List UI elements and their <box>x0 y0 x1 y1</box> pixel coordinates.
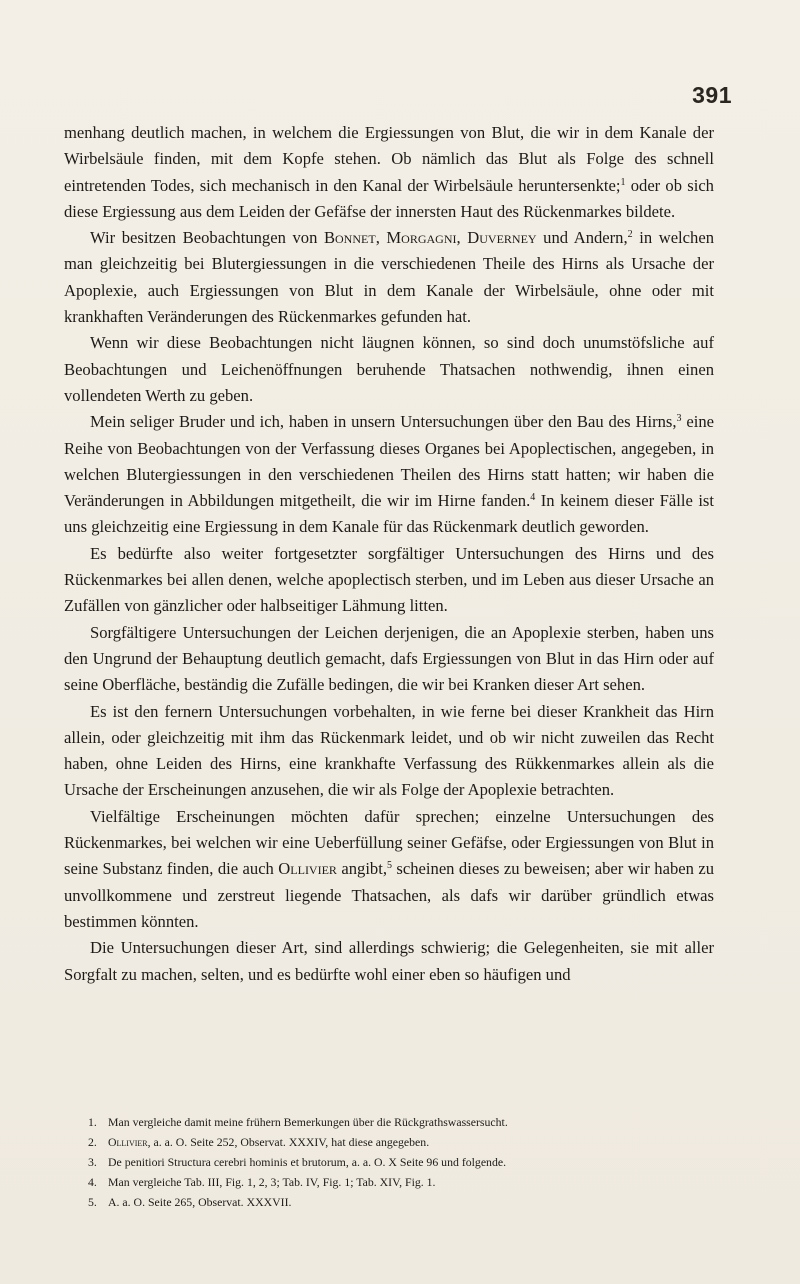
text-run: , <box>375 228 387 248</box>
paragraph <box>64 541 714 620</box>
paragraph <box>64 409 714 540</box>
text-run: Die Untersuchungen dieser Art, sind allerdings schwierig; die Gelegenheiten, sie mit aller Sorgfalt zu machen, selten, und es bedürfte wohl einer eben so häufigen und <box>64 938 714 984</box>
author-name: Ollivier <box>278 859 337 879</box>
text-run: , a. a. O. Seite 252, Observat. XXXIV, hat diese angegeben. <box>147 1135 430 1149</box>
author-name: Duverney <box>467 228 537 248</box>
text-run: Sorgfältigere Untersuchungen der Leichen derjenigen, die an Apoplexie sterben, haben uns den Ungrund der Behauptung deutlich gemacht, dafs Ergiessungen von Blut in das Hirn oder auf seine Oberfläche, beständig die Zufälle bedingen, die wir bei Kranken dieser Art sehen. <box>64 622 714 695</box>
footnote <box>88 1114 728 1131</box>
text-run: , <box>456 228 468 248</box>
paragraph <box>64 935 714 988</box>
footnote-number: 1. <box>88 1115 97 1129</box>
author-name: Ollivier <box>108 1135 148 1149</box>
text-run: In keinem dieser Fälle ist uns gleichzeitig eine Ergiessung in dem Kanale für das Rückenmark deutlich geworden. <box>64 491 715 537</box>
paragraph <box>64 330 714 409</box>
text-run: angibt, <box>336 859 387 879</box>
footnotes <box>88 1114 728 1214</box>
text-run: oder ob sich diese Ergiessung aus dem Leiden der Gefäfse der innersten Haut des Rückenmarkes bildete. <box>64 175 714 221</box>
footnote-number: 4. <box>88 1175 97 1189</box>
footnote-reference: 4 <box>530 492 536 504</box>
text-run: Es ist den fernern Untersuchungen vorbehalten, in wie ferne bei dieser Krankheit das Hirn allein, oder gleichzeitig mit ihm das Rückenmark leidet, und ob wir nicht zuweilen das Recht haben, ohne Leiden des Hirns, eine krankhafte Verfassung des Rükkenmarkes allein als die Ursache der Erscheinungen anzusehen, die wir als Folge der Apoplexie betrachten. <box>64 701 714 800</box>
body-text <box>64 120 714 988</box>
footnote-reference: 2 <box>627 229 633 241</box>
author-name: Morgagni <box>386 228 457 248</box>
text-run: Mein seliger Bruder und ich, haben in unsern Untersuchungen über den Bau des Hirns, <box>90 412 677 432</box>
paragraph <box>64 120 714 225</box>
text-run: A. a. O. Seite 265, Observat. XXXVII. <box>108 1195 292 1209</box>
footnote-reference: 3 <box>676 413 682 425</box>
text-run: Wir besitzen Beobachtungen von <box>90 228 324 248</box>
footnote-number: 3. <box>88 1155 97 1169</box>
text-run: De penitiori Structura cerebri hominis et brutorum, a. a. O. X Seite 96 und folgende. <box>108 1155 507 1169</box>
footnote <box>88 1134 728 1151</box>
text-run: Vielfältige Erscheinungen möchten dafür sprechen; einzelne Untersuchungen des Rückenmarkes, bei welchen wir eine Ueberfüllung seiner Gefäfse, oder Ergiessungen von Blut in seine Substanz finden, die auch <box>64 806 714 879</box>
page-number: 391 <box>692 82 732 108</box>
footnote-number: 5. <box>88 1195 97 1209</box>
text-run: Man vergleiche damit meine frühern Bemerkungen über die Rückgrathswassersucht. <box>108 1115 508 1129</box>
paragraph <box>64 225 714 330</box>
author-name: Bonnet <box>323 228 376 248</box>
text-run: in welchen man gleichzeitig bei Blutergiessungen in die verschiedenen Theile des Hirns als Ursache der Apoplexie, auch Ergiessungen von Blut in dem Kanale der Wirbelsäule, ohne oder mit krankhaften Veränderungen des Rückenmarkes gefunden hat. <box>64 228 714 327</box>
text-run: Es bedürfte also weiter fortgesetzter sorgfältiger Untersuchungen des Hirns und des Rückenmarkes bei allen denen, welche apoplectisch sterben, und im Leben aus dieser Ursache an Zufällen von gänzlicher oder halbseitiger Lähmung litten. <box>64 543 714 616</box>
paragraph <box>64 804 714 935</box>
footnote-reference: 1 <box>620 176 626 188</box>
text-run: menhang deutlich machen, in welchem die Ergiessungen von Blut, die wir in dem Kanale der Wirbelsäule finden, mit dem Kopfe stehen. Ob nämlich das Blut als Folge des schnell eintretenden Todes, sich mechanisch in den Kanal der Wirbelsäule heruntersenkte; <box>64 123 714 195</box>
text-run: eine Reihe von Beobachtungen von der Verfassung dieses Organes bei Apoplectischen, angegeben, in welchen Blutergiessungen in den verschiedenen Theilen des Hirns statt hatten; wir haben die Veränderungen in Abbildungen mitgetheilt, die wir im Hirne fanden. <box>64 412 714 511</box>
paragraph <box>64 620 714 699</box>
text-run: und Andern, <box>536 228 628 248</box>
footnote <box>88 1174 728 1191</box>
text-run: Wenn wir diese Beobachtungen nicht läugnen können, so sind doch unumstöfsliche auf Beobachtungen und Leichenöffnungen beruhende Thatsachen nothwendig, ihnen einen vollendeten Werth zu geben. <box>64 333 714 405</box>
footnote-reference: 5 <box>387 860 392 872</box>
text-run: scheinen dieses zu beweisen; aber wir haben zu unvollkommene und zerstreut liegende Thatsachen, als dafs wir darüber gründlich etwas bestimmen könnten. <box>64 859 714 931</box>
footnote-number: 2. <box>88 1135 97 1149</box>
footnote <box>88 1154 728 1171</box>
footnote <box>88 1194 728 1211</box>
text-run: Man vergleiche Tab. III, Fig. 1, 2, 3; Tab. IV, Fig. 1; Tab. XIV, Fig. 1. <box>108 1175 436 1189</box>
paragraph <box>64 699 714 804</box>
